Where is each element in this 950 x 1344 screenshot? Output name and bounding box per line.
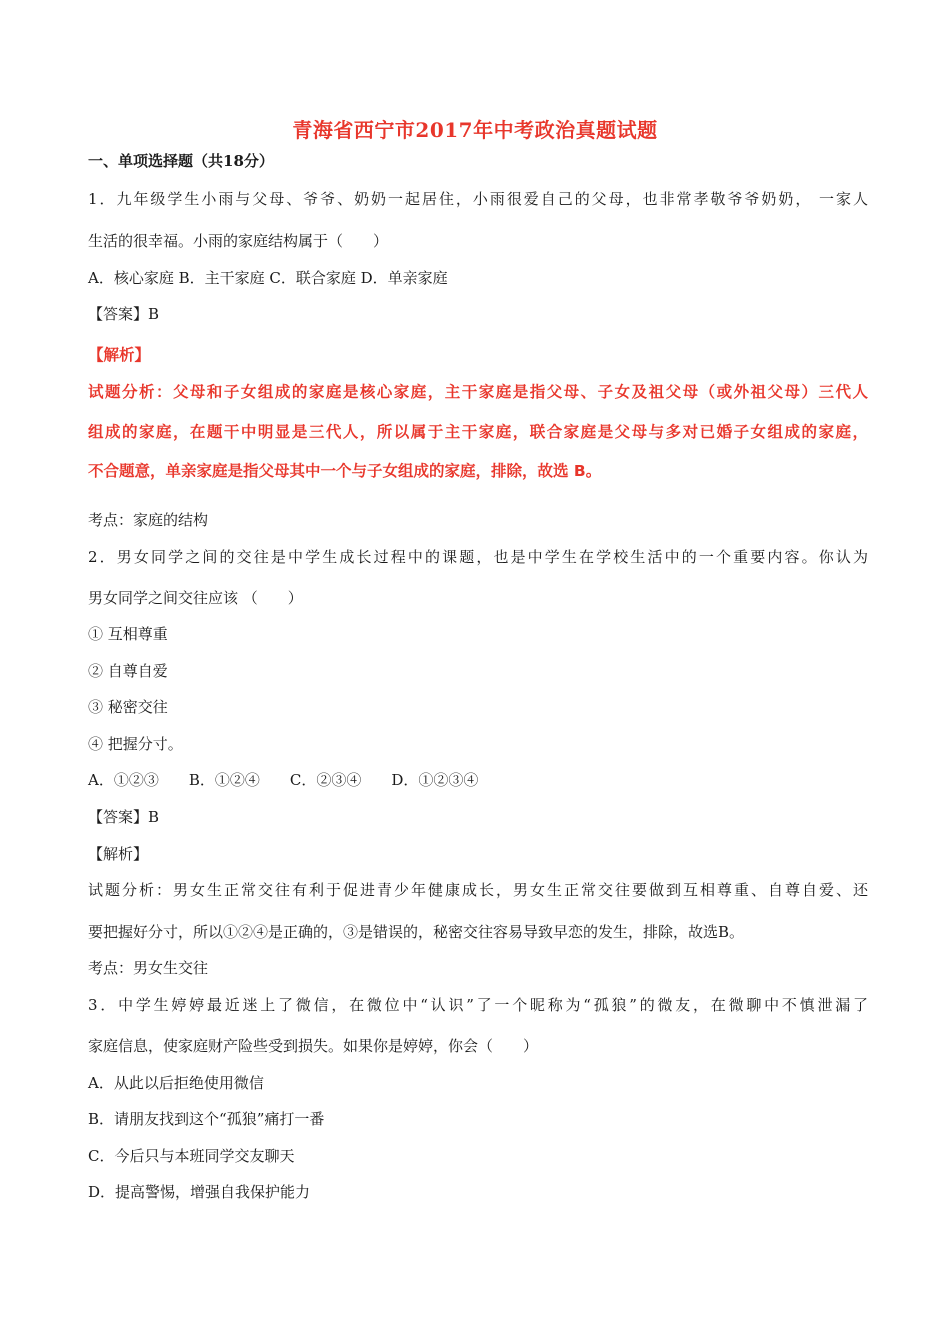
- q2-answer: 【答案】B: [88, 808, 160, 826]
- q3-option-d: D．提高警惕，增强自我保护能力: [88, 1183, 311, 1201]
- q3-option-c: C．今后只与本班同学交友聊天: [88, 1147, 295, 1165]
- q3-stem-line2: 家庭信息，使家庭财产险些受到损失。如果你是婷婷，你会（ ）: [88, 1037, 539, 1055]
- q2-analysis-label: 【解析】: [88, 845, 149, 863]
- q3-option-a: A．从此以后拒绝使用微信: [88, 1074, 264, 1092]
- q1-analysis-line2: 组成的家庭，在题干中明显是三代人，所以属于主干家庭，联合家庭是父母与多对已婚子女组成的家庭，: [88, 423, 868, 441]
- section-heading: 一、单项选择题（共18分）: [88, 152, 274, 170]
- q1-stem-line2: 生活的很幸福。小雨的家庭结构属于（ ）: [88, 232, 389, 250]
- q1-analysis-line1: 试题分析：父母和子女组成的家庭是核心家庭，主干家庭是指父母、子女及祖父母（或外祖父母）三代人: [88, 383, 868, 401]
- q1-stem-line1: 1．九年级学生小雨与父母、爷爷、奶奶一起居住，小雨很爱自己的父母，也非常孝敬爷爷奶奶， 一家人: [88, 190, 868, 208]
- q3-stem-line1: 3．中学生婷婷最近迷上了微信，在微位中“认识”了一个昵称为“孤狼”的微友，在微聊中不慎泄漏了: [88, 996, 868, 1014]
- q1-analysis-label: 【解析】: [88, 346, 151, 364]
- q2-analysis-line1: 试题分析：男女生正常交往有利于促进青少年健康成长，男女生正常交往要做到互相尊重、自尊自爱、还: [88, 881, 868, 899]
- q3-option-b: B．请朋友找到这个“孤狼”痛打一番: [88, 1110, 325, 1128]
- q1-options: A．核心家庭 B．主干家庭 C．联合家庭 D．单亲家庭: [88, 269, 448, 287]
- q2-options: A．①②③ B．①②④ C．②③④ D．①②③④: [88, 771, 479, 789]
- q2-item1: ① 互相尊重: [88, 625, 168, 643]
- q2-item4: ④ 把握分寸。: [88, 735, 183, 753]
- q2-item3: ③ 秘密交往: [88, 698, 168, 716]
- q1-answer: 【答案】B: [88, 305, 160, 323]
- q1-point: 考点：家庭的结构: [88, 511, 209, 529]
- q2-item2: ② 自尊自爱: [88, 662, 168, 680]
- q2-stem-line1: 2．男女同学之间的交往是中学生成长过程中的课题，也是中学生在学校生活中的一个重要内容。你认为: [88, 548, 868, 566]
- page-title: 青海省西宁市2017年中考政治真题试题: [292, 118, 658, 142]
- q2-stem-line2: 男女同学之间交往应该 （ ）: [88, 589, 303, 607]
- q2-analysis-line2: 要把握好分寸，所以①②④是正确的，③是错误的，秘密交往容易导致早恋的发生，排除，故选B。: [88, 923, 745, 941]
- q1-analysis-line3: 不合题意，单亲家庭是指父母其中一个与子女组成的家庭，排除，故选 B。: [88, 462, 602, 480]
- q2-point: 考点：男女生交往: [88, 959, 209, 977]
